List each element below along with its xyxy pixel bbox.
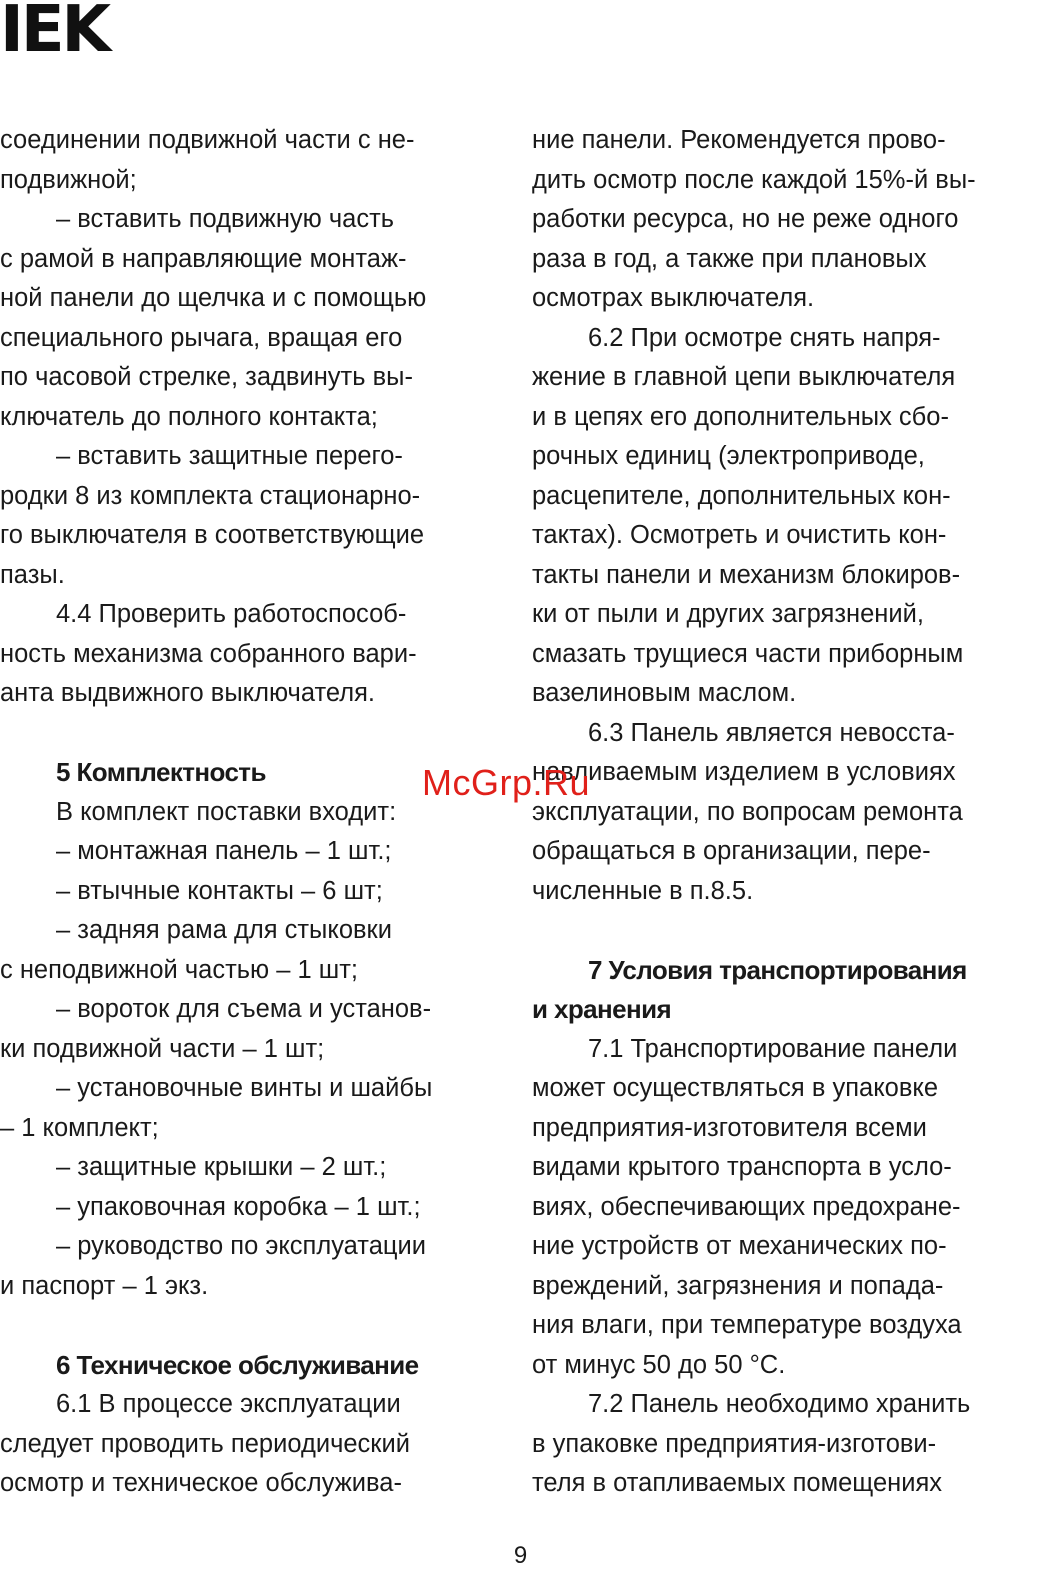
text-line: расцепителе, дополнительных кон- [532,481,951,510]
text-line: – монтажная панель – 1 шт.; [56,837,392,865]
text-line: жение в главной цепи выключателя [532,363,956,391]
paragraph-gap [0,1306,490,1346]
text-line: ния влаги, при температуре воздуха [532,1311,962,1339]
text-line: с неподвижной частью – 1 шт; [0,955,358,984]
text-line: – руководство по эксплуатации [56,1232,426,1260]
text-line: следует проводить периодический [0,1429,410,1458]
text-line: – установочные винты и шайбы [56,1074,433,1102]
text-line: вазелиновым маслом. [532,679,797,707]
text-line: и в цепях его дополнительных сбо- [532,402,949,431]
text-line: численные в п.8.5. [532,876,754,905]
text-line: от минус 50 до 50 °С. [532,1350,786,1379]
text-line: ние устройств от механических по- [532,1232,947,1260]
text-line: – защитные крышки – 2 шт.; [56,1153,387,1181]
text-line: 7.1 Транспортирование панели [588,1034,958,1063]
text-line: дить осмотр после каждой 15%-й вы- [532,165,976,194]
text-line: ки от пыли и других загрязнений, [532,600,924,628]
text-line: 6.2 При осмотре снять напря- [588,323,941,352]
text-line: – вороток для съема и установ- [56,995,432,1023]
text-line: ки подвижной части – 1 шт; [0,1034,325,1063]
text-line: смазать трущиеся части приборным [532,639,964,668]
text-line: работки ресурса, но не реже одного [532,205,959,233]
section-heading: 7 Условия транспортирования [588,954,967,985]
paragraph-gap [532,911,1032,951]
text-line: – вставить защитные перего- [56,442,403,470]
text-line: родки 8 из комплекта стационарно- [0,481,421,510]
text-line: анта выдвижного выключателя. [0,679,375,707]
text-line: – вставить подвижную часть [56,205,395,233]
paragraph-gap [0,714,490,754]
text-line: с рамой в направляющие монтаж- [0,244,407,273]
text-line: – упаковочная коробка – 1 шт.; [56,1192,421,1221]
text-line: соединении подвижной части с не- [0,126,415,154]
iek-logo: IEK [0,0,109,67]
text-line: 6.1 В процессе эксплуатации [56,1390,401,1418]
text-line: и паспорт – 1 экз. [0,1271,209,1300]
text-line: обращаться в организации, пере- [532,837,931,865]
text-line: по часовой стрелке, задвинуть вы- [0,363,413,391]
text-line: в упаковке предприятия-изготови- [532,1429,937,1458]
text-line: теля в отапливаемых помещениях [532,1469,943,1497]
page-number: 9 [513,1542,528,1569]
text-line: раза в год, а также при плановых [532,244,927,273]
section-heading: 6 Техническое обслуживание [56,1349,419,1380]
text-line: ность механизма собранного вари- [0,639,417,668]
section-heading: и хранения [532,994,672,1024]
text-line: эксплуатации, по вопросам ремонта [532,797,963,826]
section-heading: 5 Комплектность [56,757,266,787]
text-line: ной панели до щелчка и с помощью [0,284,427,312]
text-line: специального рычага, вращая его [0,323,403,352]
right-text-column [532,121,1032,1504]
text-line: – задняя рама для стыковки [56,916,392,944]
text-line: рочных единиц (электроприводе, [532,442,925,470]
text-line: – втычные контакты – 6 шт; [56,876,383,905]
watermark: McGrp.Ru [422,762,591,803]
text-line: виях, обеспечивающих предохране- [532,1192,961,1221]
text-line: ние панели. Рекомендуется прово- [532,126,946,154]
text-line: подвижной; [0,165,137,194]
text-line: ключатель до полного контакта; [0,402,378,431]
text-line: вреждений, загрязнения и попада- [532,1271,944,1300]
text-line: В комплект поставки входит: [56,797,397,826]
text-line: видами крытого транспорта в усло- [532,1153,952,1181]
text-line: го выключателя в соответствующие [0,521,425,549]
text-line: навливаемым изделием в условиях [532,758,956,786]
text-line: осмотр и техническое обслужива- [0,1469,402,1497]
text-line: 6.3 Панель является невосста- [588,718,955,747]
text-line: осмотрах выключателя. [532,284,815,312]
text-line: предприятия-изготовителя всеми [532,1113,927,1142]
text-line: 4.4 Проверить работоспособ- [56,600,407,628]
text-line: – 1 комплект; [0,1113,159,1142]
text-line: может осуществляться в упаковке [532,1074,938,1102]
text-line: тактах). Осмотреть и очистить кон- [532,521,947,549]
text-line: такты панели и механизм блокиров- [532,560,961,589]
left-text-column [0,121,490,1504]
text-line: 7.2 Панель необходимо хранить [588,1390,971,1418]
text-line: пазы. [0,560,65,589]
